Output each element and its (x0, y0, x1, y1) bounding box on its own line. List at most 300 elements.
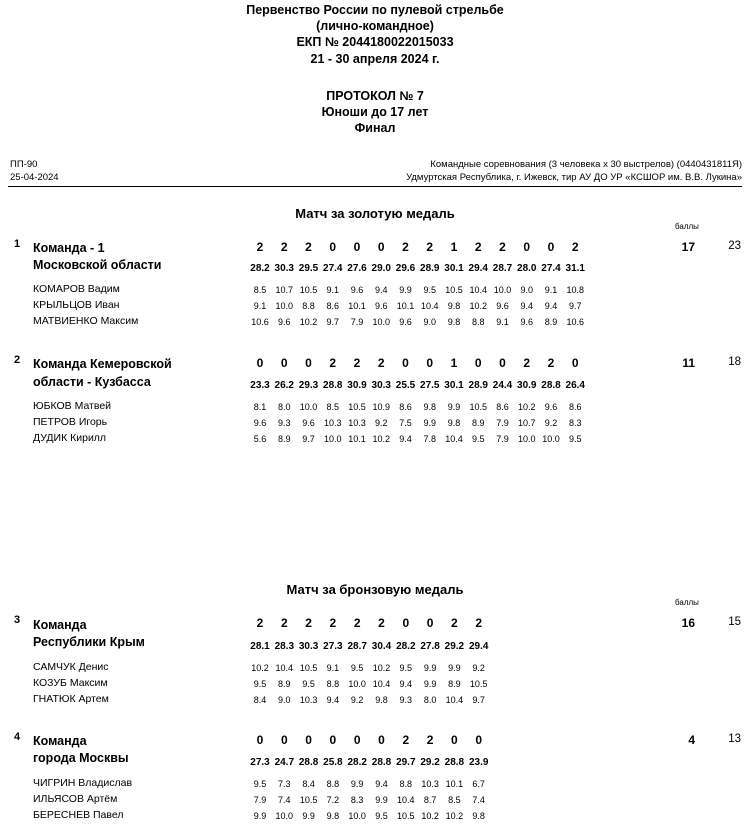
grid-cell: 2 (256, 616, 264, 630)
grid-cell: 7.4 (472, 795, 485, 805)
grid-cell: 10.3 (299, 695, 318, 705)
grid-cell: 9.0 (278, 695, 291, 705)
grid-cell: 10.2 (251, 663, 269, 673)
grid-cell: 28.7 (347, 641, 367, 652)
grid-cell: 0 (475, 733, 483, 747)
grid-cell: 2 (426, 733, 434, 747)
series-points-row (0, 356, 750, 370)
grid-cell: 10.0 (493, 285, 512, 295)
grid-cell: 29.3 (298, 380, 319, 391)
grid-cell: 8.3 (350, 795, 364, 805)
grid-cell: 9.2 (544, 418, 558, 428)
grid-cell: 10.0 (542, 434, 560, 444)
grid-cell: 9.4 (375, 779, 388, 789)
team-name-line2: области - Кузбасса (33, 375, 151, 389)
grid-cell: 0 (329, 240, 337, 254)
grid-cell: 8.9 (471, 418, 485, 428)
grid-cell: 10.6 (251, 317, 269, 327)
grid-cell: 2 (378, 616, 385, 630)
grid-cell: 29.5 (298, 263, 319, 274)
grid-cell: 9.9 (423, 679, 437, 689)
grid-cell: 23.3 (250, 380, 270, 391)
grid-cell: 9.5 (471, 434, 485, 444)
team-rank: 2 (14, 354, 21, 366)
grid-cell: 10.4 (397, 795, 415, 805)
grid-cell: 10.6 (566, 317, 585, 327)
grid-cell: 9.9 (447, 402, 461, 412)
grid-cell: 30.1 (444, 263, 464, 274)
grid-cell: 9.9 (423, 663, 437, 673)
grid-cell: 0 (256, 733, 264, 747)
date-range: 21 - 30 апреля 2024 г. (310, 52, 440, 66)
grid-cell: 0 (426, 356, 434, 370)
grid-cell: 10.4 (445, 695, 464, 705)
grid-cell: 9.9 (350, 779, 364, 789)
grid-cell: 10.0 (323, 434, 342, 444)
grid-cell: 10.0 (275, 811, 294, 821)
grid-cell: 9.5 (302, 679, 315, 689)
grid-cell: 9.6 (496, 301, 509, 311)
grid-cell: 23.9 (468, 757, 489, 768)
athlete-shots-row (0, 418, 750, 432)
grid-cell: 10.2 (517, 402, 536, 412)
grid-cell: 28.2 (250, 263, 270, 274)
grid-cell: 28.7 (492, 263, 513, 274)
team-total: 18 (728, 356, 741, 368)
series-points-row (0, 240, 750, 254)
grid-cell: 0 (426, 616, 434, 630)
grid-cell: 10.9 (372, 402, 391, 412)
grid-cell: 10.1 (445, 779, 464, 789)
grid-cell: 9.8 (447, 301, 461, 311)
athlete-shots-row (0, 679, 750, 693)
series-totals-row (0, 641, 750, 655)
athlete-name: БЕРЕСНЕВ Павел (33, 809, 124, 821)
athlete-name: МАТВИЕНКО Максим (33, 315, 139, 327)
grid-cell: 9.6 (350, 285, 364, 295)
grid-cell: 8.5 (326, 402, 339, 412)
grid-cell: 25.5 (395, 380, 416, 391)
grid-cell: 25.8 (323, 757, 343, 768)
grid-cell: 10.2 (372, 434, 391, 444)
grid-cell: 29.0 (371, 263, 391, 274)
series-points-row (0, 616, 750, 630)
grid-cell: 0 (571, 356, 579, 370)
grid-cell: 27.3 (323, 641, 343, 652)
grid-cell: 2 (305, 616, 312, 630)
grid-cell: 24.7 (274, 757, 295, 768)
grid-cell: 27.4 (323, 263, 343, 274)
grid-cell: 29.7 (396, 757, 416, 768)
grid-cell: 9.9 (399, 285, 412, 295)
grid-cell: 9.7 (472, 695, 485, 705)
grid-cell: 10.7 (275, 285, 294, 295)
grid-cell: 7.9 (496, 418, 509, 428)
grid-cell: 27.5 (420, 380, 440, 391)
grid-cell: 2 (499, 240, 506, 254)
grid-cell: 9.5 (375, 811, 388, 821)
grid-cell: 27.4 (541, 263, 561, 274)
grid-cell: 9.8 (447, 418, 461, 428)
grid-cell: 28.9 (468, 380, 488, 391)
team-name-line1: Команда - 1 (33, 241, 105, 255)
grid-cell: 0 (523, 240, 531, 254)
grid-cell: 8.6 (496, 402, 509, 412)
grid-cell: 7.5 (399, 418, 412, 428)
series-totals-row (0, 380, 750, 394)
grid-cell: 9.4 (399, 679, 413, 689)
grid-cell: 9.4 (544, 301, 558, 311)
grid-cell: 10.5 (397, 811, 415, 821)
grid-cell: 10.3 (348, 418, 366, 428)
grid-cell: 10.3 (323, 418, 342, 428)
grid-cell: 31.1 (565, 263, 585, 274)
grid-cell: 10.2 (469, 301, 488, 311)
athlete-name: САМЧУК Денис (33, 661, 109, 673)
team-match-score: 16 (681, 616, 695, 630)
grid-cell: 27.6 (347, 263, 367, 274)
grid-cell: 9.1 (253, 301, 267, 311)
grid-cell: 8.8 (471, 317, 485, 327)
grid-cell: 9.4 (326, 695, 340, 705)
grid-cell: 9.2 (350, 695, 364, 705)
grid-cell: 9.5 (350, 663, 364, 673)
grid-cell: 2 (402, 240, 409, 254)
grid-cell: 29.4 (468, 641, 489, 652)
age-category: Юноши до 17 лет (321, 105, 429, 119)
athlete-shots-row (0, 402, 750, 416)
grid-cell: 29.2 (444, 641, 465, 652)
grid-cell: 9.9 (302, 811, 315, 821)
grid-cell: 30.3 (298, 641, 319, 652)
grid-cell: 10.4 (445, 434, 463, 444)
grid-cell: 9.9 (448, 663, 461, 673)
grid-cell: 2 (377, 356, 385, 370)
grid-cell: 8.8 (326, 679, 340, 689)
grid-cell: 9.0 (520, 285, 533, 295)
grid-cell: 9.8 (472, 811, 485, 821)
grid-cell: 9.1 (496, 317, 509, 327)
grid-cell: 28.2 (347, 757, 367, 768)
grid-cell: 29.4 (468, 263, 488, 274)
grid-cell: 9.8 (375, 695, 388, 705)
grid-cell: 9.7 (302, 434, 315, 444)
grid-cell: 8.6 (326, 301, 339, 311)
grid-cell: 10.7 (517, 418, 536, 428)
grid-cell: 9.4 (399, 434, 412, 444)
grid-cell: 7.9 (253, 795, 267, 805)
grid-cell: 9.6 (302, 418, 315, 428)
grid-cell: 10.5 (469, 679, 488, 689)
grid-cell: 10.8 (566, 285, 585, 295)
grid-cell: 28.9 (420, 263, 440, 274)
grid-cell: 30.9 (517, 380, 537, 391)
grid-cell: 9.5 (423, 285, 436, 295)
grid-cell: 8.6 (399, 402, 412, 412)
grid-cell: 9.8 (326, 811, 340, 821)
grid-cell: 9.9 (253, 811, 267, 821)
grid-cell: 2 (329, 616, 337, 630)
grid-cell: 9.7 (326, 317, 339, 327)
grid-cell: 0 (402, 616, 410, 630)
grid-cell: 24.4 (492, 380, 513, 391)
athlete-name: ПЕТРОВ Игорь (33, 416, 108, 428)
grid-cell: 10.4 (420, 301, 439, 311)
grid-cell: 10.0 (372, 317, 391, 327)
team-total: 13 (728, 733, 741, 745)
athlete-name: ИЛЬЯСОВ Артём (33, 793, 118, 805)
athlete-name: ЮБКОВ Матвей (33, 400, 112, 412)
grid-cell: 28.3 (274, 641, 295, 652)
grid-cell: 28.8 (444, 757, 465, 768)
header-divider (8, 186, 742, 187)
grid-cell: 8.7 (423, 795, 437, 805)
grid-cell: 6.7 (472, 779, 485, 789)
team-rank: 3 (14, 614, 21, 626)
grid-cell: 9.6 (253, 418, 267, 428)
grid-cell: 0 (402, 356, 409, 370)
grid-cell: 8.3 (568, 418, 582, 428)
grid-cell: 9.9 (423, 418, 436, 428)
grid-cell: 27.3 (250, 757, 270, 768)
team-total: 15 (728, 616, 741, 628)
grid-cell: 9.5 (253, 679, 267, 689)
grid-cell: 10.0 (517, 434, 536, 444)
grid-cell: 10.2 (299, 317, 318, 327)
athlete-name: ЧИГРИН Владислав (33, 777, 133, 789)
grid-cell: 10.0 (348, 811, 366, 821)
grid-cell: 9.2 (374, 418, 388, 428)
grid-cell: 2 (402, 733, 410, 747)
grid-cell: 9.7 (568, 301, 582, 311)
athlete-shots-row (0, 811, 750, 825)
grid-cell: 10.2 (372, 663, 391, 673)
team-name-line1: Команда (33, 734, 87, 748)
grid-cell: 0 (377, 240, 385, 254)
athlete-name: ГНАТЮК Артем (33, 693, 109, 705)
athlete-shots-row (0, 285, 750, 299)
grid-cell: 2 (329, 356, 337, 370)
grid-cell: 9.4 (520, 301, 533, 311)
grid-cell: 10.3 (421, 779, 439, 789)
athlete-name: КОЗУБ Максим (33, 677, 108, 689)
ekp-number: ЕКП № 2044180022015033 (296, 35, 454, 49)
grid-cell: 10.5 (445, 285, 463, 295)
grid-cell: 8.5 (448, 795, 461, 805)
team-match-score: 17 (681, 240, 695, 254)
grid-cell: 0 (256, 356, 264, 370)
grid-cell: 1 (450, 240, 458, 254)
grid-cell: 10.4 (275, 663, 294, 673)
grid-cell: 28.1 (250, 641, 270, 652)
bronze-match-title: Матч за бронзовую медаль (286, 582, 464, 597)
grid-cell: 0 (280, 356, 288, 370)
grid-cell: 7.9 (350, 317, 364, 327)
grid-cell: 10.1 (348, 301, 366, 311)
grid-cell: 9.6 (520, 317, 533, 327)
grid-cell: 9.1 (544, 285, 558, 295)
grid-cell: 9.1 (326, 285, 339, 295)
grid-cell: 30.3 (371, 380, 391, 391)
grid-cell: 7.2 (326, 795, 340, 805)
grid-cell: 2 (353, 616, 361, 630)
grid-cell: 9.8 (423, 402, 436, 412)
grid-cell: 9.6 (374, 301, 388, 311)
grid-cell: 30.4 (371, 641, 392, 652)
grid-cell: 8.8 (399, 779, 413, 789)
series-totals-row (0, 757, 750, 771)
grid-cell: 8.9 (448, 679, 461, 689)
grid-cell: 8.1 (253, 402, 267, 412)
grid-cell: 10.4 (372, 679, 391, 689)
event-description: Командные соревнования (3 человека х 30 выстрелов) (0440431811Я) (430, 159, 742, 170)
protocol-number: ПРОТОКОЛ № 7 (326, 89, 424, 103)
athlete-shots-row (0, 301, 750, 315)
grid-cell: 2 (280, 240, 288, 254)
grid-cell: 8.8 (302, 301, 315, 311)
grid-cell: 9.6 (277, 317, 291, 327)
grid-cell: 8.4 (302, 779, 315, 789)
athlete-shots-row (0, 434, 750, 448)
grid-cell: 10.0 (299, 402, 318, 412)
grid-cell: 9.5 (399, 663, 413, 673)
team-name-line1: Команда Кемеровской (33, 357, 172, 371)
grid-cell: 0 (353, 733, 361, 747)
grid-cell: 0 (305, 356, 312, 370)
grid-cell: 0 (280, 733, 288, 747)
grid-cell: 0 (451, 733, 458, 747)
series-totals-row (0, 263, 750, 277)
grid-cell: 10.4 (469, 285, 488, 295)
team-total: 23 (728, 240, 741, 252)
grid-cell: 29.2 (420, 757, 440, 768)
grid-cell: 30.9 (347, 380, 367, 391)
grid-cell: 2 (280, 616, 288, 630)
grid-cell: 8.9 (544, 317, 558, 327)
grid-cell: 28.8 (298, 757, 319, 768)
grid-cell: 9.1 (326, 663, 340, 673)
grid-cell: 8.4 (253, 695, 267, 705)
protocol-date: 25-04-2024 (10, 172, 59, 183)
grid-cell: 30.3 (274, 263, 294, 274)
grid-cell: 5.6 (253, 434, 267, 444)
title-line-2: (лично-командное) (316, 19, 434, 33)
team-rank: 4 (14, 731, 21, 743)
grid-cell: 9.8 (447, 317, 461, 327)
grid-cell: 10.5 (299, 795, 318, 805)
grid-cell: 0 (329, 733, 337, 747)
grid-cell: 28.8 (541, 380, 561, 391)
gold-points-label: баллы (675, 222, 699, 231)
grid-cell: 0 (378, 733, 385, 747)
athlete-name: КРЫЛЬЦОВ Иван (33, 299, 120, 311)
grid-cell: 9.0 (423, 317, 436, 327)
team-match-score: 11 (682, 356, 695, 370)
grid-cell: 10.5 (348, 402, 366, 412)
grid-cell: 10.5 (299, 663, 318, 673)
grid-cell: 2 (571, 240, 579, 254)
grid-cell: 9.6 (399, 317, 412, 327)
grid-cell: 7.8 (423, 434, 436, 444)
grid-cell: 10.5 (299, 285, 318, 295)
event-code: ПП-90 (10, 159, 38, 170)
grid-cell: 1 (450, 356, 458, 370)
grid-cell: 28.8 (371, 757, 392, 768)
grid-cell: 28.0 (517, 263, 537, 274)
stage-name: Финал (354, 121, 396, 135)
grid-cell: 2 (474, 240, 482, 254)
grid-cell: 0 (353, 240, 361, 254)
grid-cell: 9.2 (472, 663, 485, 673)
grid-cell: 0 (547, 240, 555, 254)
grid-cell: 2 (475, 616, 483, 630)
grid-cell: 0 (305, 733, 312, 747)
grid-cell: 2 (547, 356, 555, 370)
bronze-points-label: баллы (675, 598, 699, 607)
grid-cell: 2 (305, 240, 312, 254)
grid-cell: 0 (499, 356, 506, 370)
athlete-name: КОМАРОВ Вадим (33, 283, 120, 295)
grid-cell: 2 (426, 240, 434, 254)
grid-cell: 8.9 (277, 434, 291, 444)
team-name-line2: Московской области (33, 258, 162, 272)
grid-cell: 8.9 (278, 679, 291, 689)
grid-cell: 10.0 (275, 301, 294, 311)
gold-match-title: Матч за золотую медаль (295, 206, 455, 221)
grid-cell: 2 (256, 240, 264, 254)
grid-cell: 0 (474, 356, 482, 370)
grid-cell: 8.6 (568, 402, 582, 412)
grid-cell: 10.2 (421, 811, 439, 821)
grid-cell: 28.2 (396, 641, 416, 652)
athlete-name: ДУДИК Кирилл (33, 432, 107, 444)
grid-cell: 2 (523, 356, 531, 370)
grid-cell: 8.0 (277, 402, 291, 412)
team-name-line2: Республики Крым (33, 635, 145, 649)
grid-cell: 26.2 (274, 380, 294, 391)
athlete-shots-row (0, 663, 750, 677)
grid-cell: 9.3 (277, 418, 291, 428)
grid-cell: 2 (353, 356, 361, 370)
athlete-shots-row (0, 779, 750, 793)
grid-cell: 7.3 (278, 779, 291, 789)
athlete-shots-row (0, 317, 750, 331)
grid-cell: 9.6 (544, 402, 558, 412)
venue: Удмуртская Республика, г. Ижевск, тир АУ ДО УР «КСШОР им. В.В. Лукина» (406, 172, 742, 183)
grid-cell: 8.0 (423, 695, 437, 705)
grid-cell: 9.4 (374, 285, 388, 295)
grid-cell: 27.8 (420, 641, 440, 652)
grid-cell: 10.2 (445, 811, 464, 821)
grid-cell: 9.5 (568, 434, 582, 444)
grid-cell: 10.1 (396, 301, 415, 311)
title-line-1: Первенство России по пулевой стрельбе (246, 3, 504, 17)
grid-cell: 8.5 (253, 285, 267, 295)
grid-cell: 10.0 (348, 679, 366, 689)
grid-cell: 2 (451, 616, 458, 630)
grid-cell: 10.5 (469, 402, 488, 412)
grid-cell: 30.1 (444, 380, 464, 391)
grid-cell: 7.4 (278, 795, 291, 805)
team-name-line1: Команда (33, 618, 87, 632)
grid-cell: 10.1 (348, 434, 366, 444)
series-points-row (0, 733, 750, 747)
grid-cell: 7.9 (496, 434, 509, 444)
team-rank: 1 (14, 238, 21, 250)
grid-cell: 26.4 (565, 380, 585, 391)
grid-cell: 9.9 (375, 795, 388, 805)
grid-cell: 8.8 (326, 779, 340, 789)
